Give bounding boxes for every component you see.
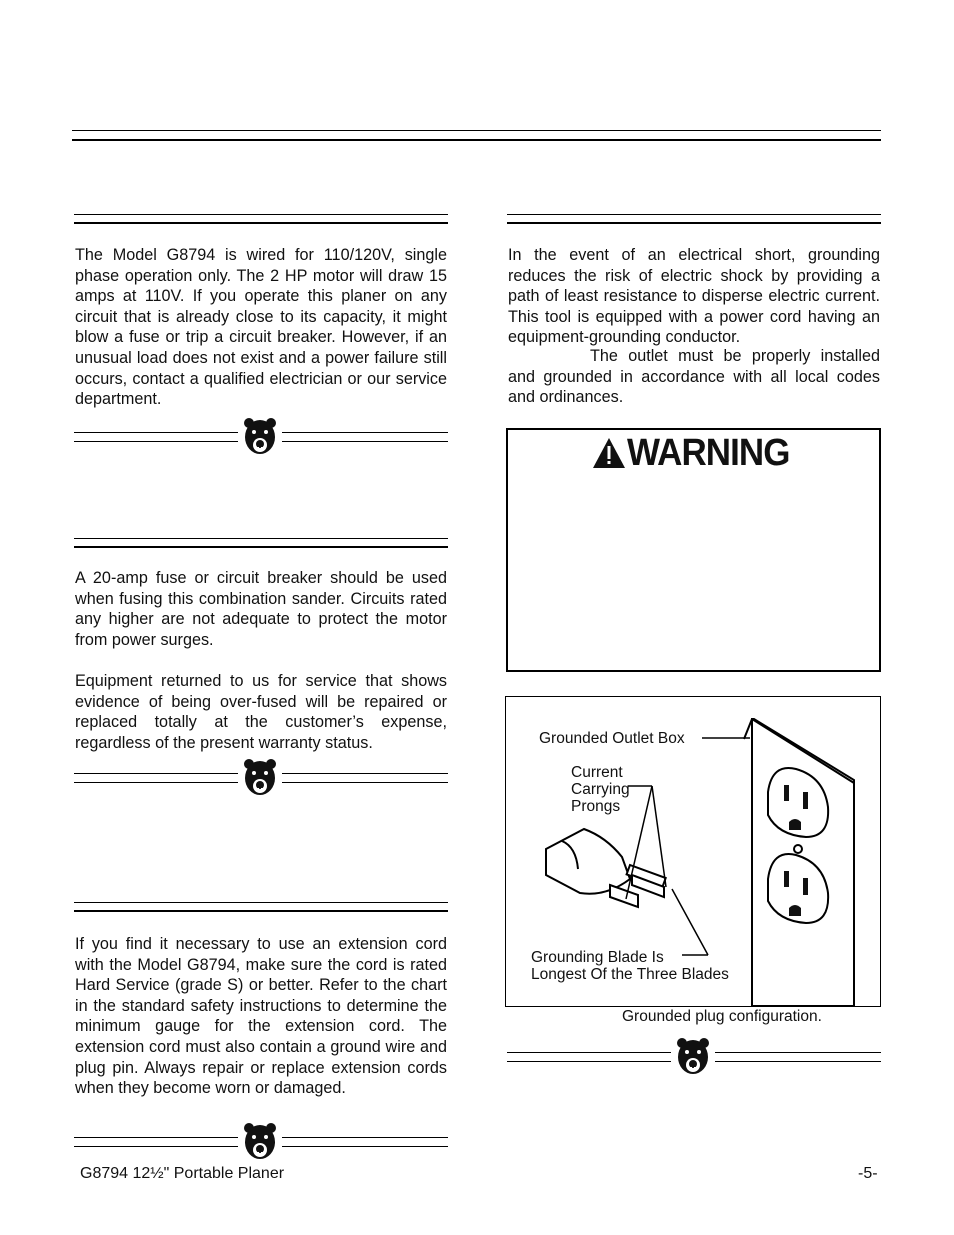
grounding-paragraph-2: The outlet must be properly installed and grounded in accordance with all local codes and ordinances. xyxy=(508,347,880,407)
bear-logo-icon xyxy=(243,758,277,798)
bear-logo-icon xyxy=(676,1037,710,1077)
section1-paragraph: The Model G8794 is wired for 110/120V, single phase operation only. The 2 HP motor will draw 15 amps at 110V. If you operate this planer on any circuit that is already close to its capacity, it might blow a fuse or trip a circuit breaker. However, if an unusual load does not exist and a power failure still occurs, contact a qualified electrician or our service department. xyxy=(75,246,447,409)
section3-paragraph: If you find it necessary to use an extension cord with the Model G8794, make sure the cord is rated Hard Service (grade S) or better. Refer to the chart in the standard safety instructions to determine the minimum gauge for the extension cord. The extension cord must also contain a ground wire and plug pin. Always repair or replace extension cords when they become worn or damaged. xyxy=(75,935,447,1098)
footer-page-number: -5- xyxy=(858,1165,878,1182)
label-grounded-outlet-box: Grounded Outlet Box xyxy=(539,730,685,747)
section3-rule-top xyxy=(74,902,448,903)
warning-triangle-icon xyxy=(592,437,626,469)
label-longest-blade: Longest Of the Three Blades xyxy=(531,966,729,983)
plug-icon xyxy=(546,829,666,907)
grounding-rule-bottom xyxy=(507,222,881,224)
grounding-rule-top xyxy=(507,214,881,215)
header-rule-thick xyxy=(72,139,881,141)
warning-box xyxy=(506,428,881,672)
warning-title: WARNING xyxy=(627,432,790,474)
section1-rule-top xyxy=(74,214,448,215)
header-rule-thin xyxy=(72,130,881,131)
label-carrying: Carrying xyxy=(571,781,630,798)
label-current: Current xyxy=(571,764,623,781)
bear-logo-icon xyxy=(243,417,277,457)
label-grounding-blade: Grounding Blade Is xyxy=(531,949,664,966)
section1-rule-bottom xyxy=(74,222,448,224)
plug-figure-box xyxy=(505,696,881,1007)
section3-rule-bottom xyxy=(74,910,448,912)
section2-rule-bottom xyxy=(74,546,448,548)
section2-paragraph-1: A 20-amp fuse or circuit breaker should be used when fusing this combination sander. Circuits rated any higher are not adequate to protect the motor from power surges. xyxy=(75,569,447,649)
footer-model-title: G8794 12½" Portable Planer xyxy=(80,1165,285,1182)
label-prongs: Prongs xyxy=(571,798,621,815)
section2-rule-top xyxy=(74,538,448,539)
grounding-paragraph-1: In the event of an electrical short, grounding reduces the risk of electric shock by providing a path of least resistance to disperse electric current. This tool is equipped with a power cord having an equipment-grounding conductor. xyxy=(508,246,880,347)
section2-paragraph-2: Equipment returned to us for service that shows evidence of being over-fused will be repaired or replaced totally at the customer’s expense, regardless of the present warranty status. xyxy=(75,672,447,752)
figure-caption: Grounded plug configuration. xyxy=(622,1008,822,1025)
bear-logo-icon xyxy=(243,1122,277,1162)
